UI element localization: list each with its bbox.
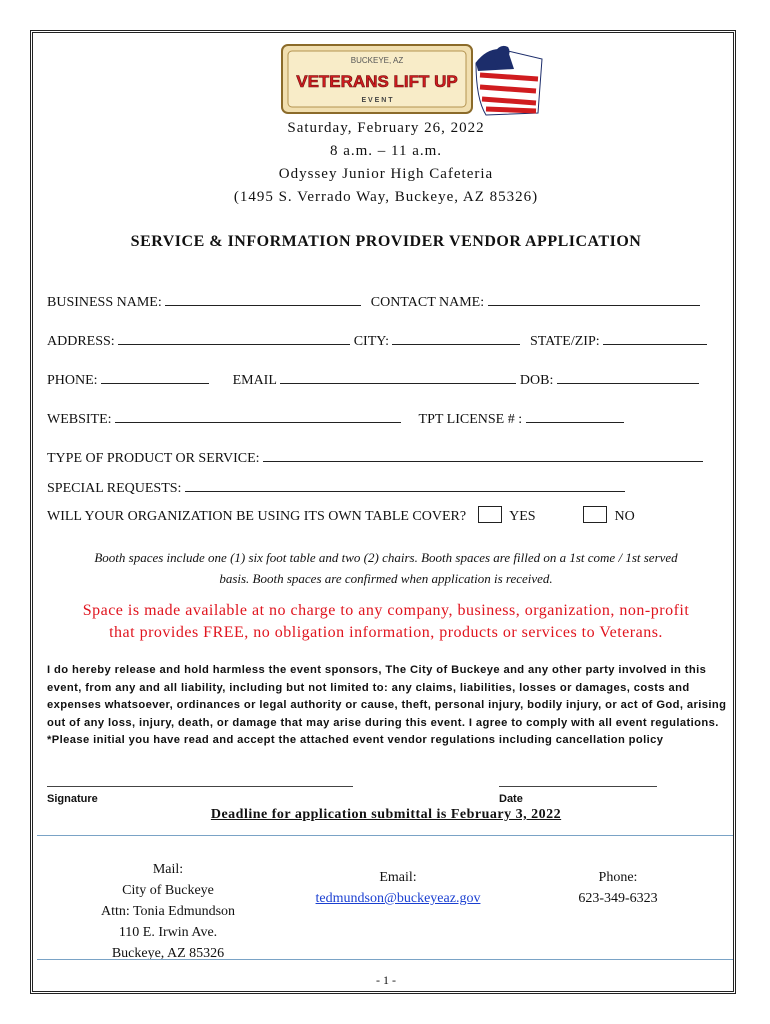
email-contact xyxy=(283,867,513,909)
phone-contact-value: 623-349-6323 xyxy=(578,891,658,906)
website-field[interactable] xyxy=(115,410,401,423)
release-statement: I do hereby release and hold harmless the event sponsors, The City of Buckeye and any other party involved in this event, from any and all liability, including but not limited to: any claims, liabilities, losses or damages, costs and expenses whatsoever, ordinances or legal authority or cause, theft, personal injury, bodily injury, or act of God, arising out of any loss, injury, death, or damage that may arise during this event. I agree to comply with all event regulations. *Please initial you have read and accept the attached event vendor regulations including cancellation policy xyxy=(47,664,727,747)
product-type-label: TYPE OF PRODUCT OR SERVICE: xyxy=(47,451,260,466)
phone-contact-label: Phone: xyxy=(598,870,638,885)
event-date: Saturday, February 26, 2022 xyxy=(287,120,485,136)
no-checkbox[interactable] xyxy=(583,506,607,523)
contact-name-field[interactable] xyxy=(488,293,700,306)
email-field[interactable] xyxy=(280,371,516,384)
state-zip-label: STATE/ZIP: xyxy=(529,334,600,349)
no-label: NO xyxy=(614,509,635,524)
booth-note xyxy=(33,547,739,589)
logo-sub-text: E V E N T xyxy=(361,97,393,104)
website-label: WEBSITE: xyxy=(47,412,112,427)
mail-line2: Attn: Tonia Edmundson xyxy=(100,904,236,919)
address-label: ADDRESS: xyxy=(47,334,115,349)
mail-line4: Buckeye, AZ 85326 xyxy=(111,946,225,961)
phone-label: PHONE: xyxy=(47,373,98,388)
application-title: SERVICE & INFORMATION PROVIDER VENDOR APPLICATION xyxy=(130,233,642,250)
product-type-row xyxy=(47,449,703,467)
yes-checkbox[interactable] xyxy=(478,506,502,523)
logo-main-text: VETERANS LIFT UP xyxy=(296,72,458,91)
special-requests-label: SPECIAL REQUESTS: xyxy=(47,481,182,496)
tpt-license-field[interactable] xyxy=(526,410,624,423)
free-notice-line1: Space is made available at no charge to any company, business, organization, non-profit xyxy=(82,602,690,619)
phone-field[interactable] xyxy=(101,371,209,384)
state-zip-field[interactable] xyxy=(603,332,707,345)
flag-icon xyxy=(476,46,542,115)
product-type-field[interactable] xyxy=(263,449,703,462)
divider-bottom xyxy=(37,959,733,960)
special-requests-row xyxy=(47,479,625,497)
address-field[interactable] xyxy=(118,332,350,345)
veterans-lift-up-logo xyxy=(280,39,550,119)
yes-label: YES xyxy=(509,509,536,524)
mail-line1: City of Buckeye xyxy=(122,883,214,898)
contact-name-label: CONTACT NAME: xyxy=(370,295,485,310)
table-cover-row xyxy=(47,506,635,525)
business-name-field[interactable] xyxy=(165,293,361,306)
event-venue: Odyssey Junior High Cafeteria xyxy=(278,166,494,182)
signature-line[interactable] xyxy=(47,785,353,787)
special-requests-field[interactable] xyxy=(185,479,625,492)
business-name-label: BUSINESS NAME: xyxy=(47,295,162,310)
mail-contact xyxy=(73,859,263,964)
email-contact-label: Email: xyxy=(379,870,417,885)
mail-line3: 110 E. Irwin Ave. xyxy=(118,925,218,940)
tpt-license-label: TPT LICENSE # : xyxy=(418,412,523,427)
event-time: 8 a.m. – 11 a.m. xyxy=(329,143,443,159)
phone-email-row xyxy=(47,371,699,389)
address-row xyxy=(47,332,707,350)
mail-label: Mail: xyxy=(152,862,184,877)
email-label: EMAIL xyxy=(232,373,277,388)
free-notice xyxy=(33,600,739,644)
business-contact-row xyxy=(47,293,700,311)
dob-field[interactable] xyxy=(557,371,699,384)
page-number: - 1 - xyxy=(376,973,396,987)
booth-note-line1: Booth spaces include one (1) six foot table and two (2) chairs. Booth spaces are filled on a 1st come / 1st served xyxy=(94,550,678,565)
divider-top xyxy=(37,835,733,836)
deadline-notice: Deadline for application submittal is February 3, 2022 xyxy=(210,807,562,822)
date-label: Date xyxy=(499,793,523,805)
table-cover-question: WILL YOUR ORGANIZATION BE USING ITS OWN TABLE COVER? xyxy=(47,509,467,524)
date-line[interactable] xyxy=(499,785,657,787)
free-notice-line2: that provides FREE, no obligation information, products or services to Veterans. xyxy=(109,624,663,641)
website-row xyxy=(47,410,624,428)
booth-note-line2: basis. Booth spaces are confirmed when application is received. xyxy=(219,571,553,586)
signature-label: Signature xyxy=(47,793,98,805)
application-page xyxy=(30,30,736,994)
dob-label: DOB: xyxy=(519,373,554,388)
event-address: (1495 S. Verrado Way, Buckeye, AZ 85326) xyxy=(233,189,539,205)
logo-top-text: BUCKEYE, AZ xyxy=(350,56,404,65)
city-label: CITY: xyxy=(353,334,389,349)
email-link[interactable]: tedmundson@buckeyeaz.gov xyxy=(315,891,481,906)
city-field[interactable] xyxy=(392,332,520,345)
phone-contact xyxy=(533,867,703,909)
